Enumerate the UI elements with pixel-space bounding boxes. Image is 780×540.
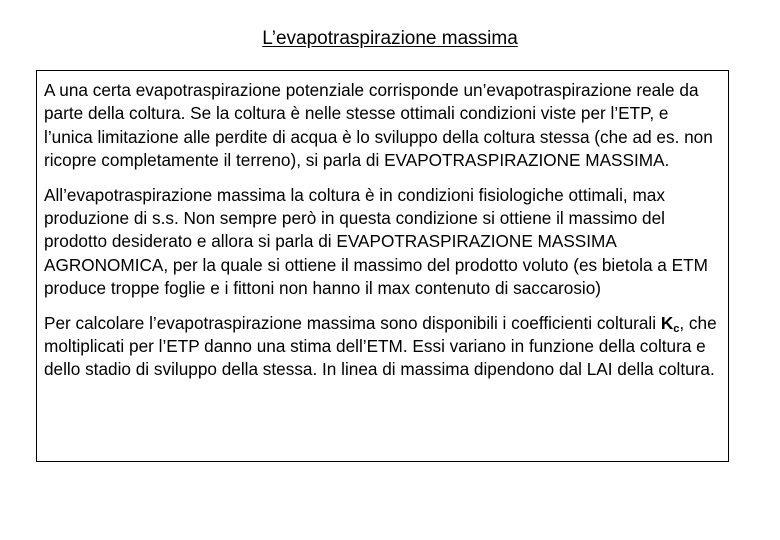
kc-subscript: c <box>673 322 680 335</box>
paragraph-evapotraspirazione-massima: A una certa evapotraspirazione potenziale corrisponde un’evapotraspirazione reale da parte della coltura. Se la coltura è nelle stesse ottimali condizioni viste per l’ETP, e l’unica limitazione alle perdite di acqua è lo sviluppo della coltura stessa (che ad es. non ricopre completamente il terreno), si parla di EVAPOTRASPIRAZIONE MASSIMA. <box>44 80 713 171</box>
paragraph-text-before: Per calcolare l’evapotraspirazione massima sono disponibili i coefficienti colturali <box>44 312 661 333</box>
kc-symbol <box>661 313 680 333</box>
page-title: L’evapotraspirazione massima <box>262 28 518 49</box>
paragraph-text-after: , che moltiplicati per l’ETP danno una stima dell’ETM. Essi variano in funzione della coltura e dello stadio di sviluppo della stessa. In linea di massima dipendono dal LAI della coltura. <box>44 312 717 380</box>
paragraph-coefficienti-colturali <box>44 312 721 382</box>
text-box <box>36 70 729 462</box>
paragraph-evapotraspirazione-agronomica: All’evapotraspirazione massima la coltura è in condizioni fisiologiche ottimali, max produzione di s.s. Non sempre però in questa condizione si ottiene il massimo del prodotto desiderato e allora si parla di EVAPOTRASPIRAZIONE MASSIMA AGRONOMICA, per la quale si ottiene il massimo del prodotto voluto (es bietola a ETM produce troppe foglie e i fittoni non hanno il max contenuto di saccarosio) <box>44 184 708 299</box>
kc-main: K <box>660 312 674 333</box>
